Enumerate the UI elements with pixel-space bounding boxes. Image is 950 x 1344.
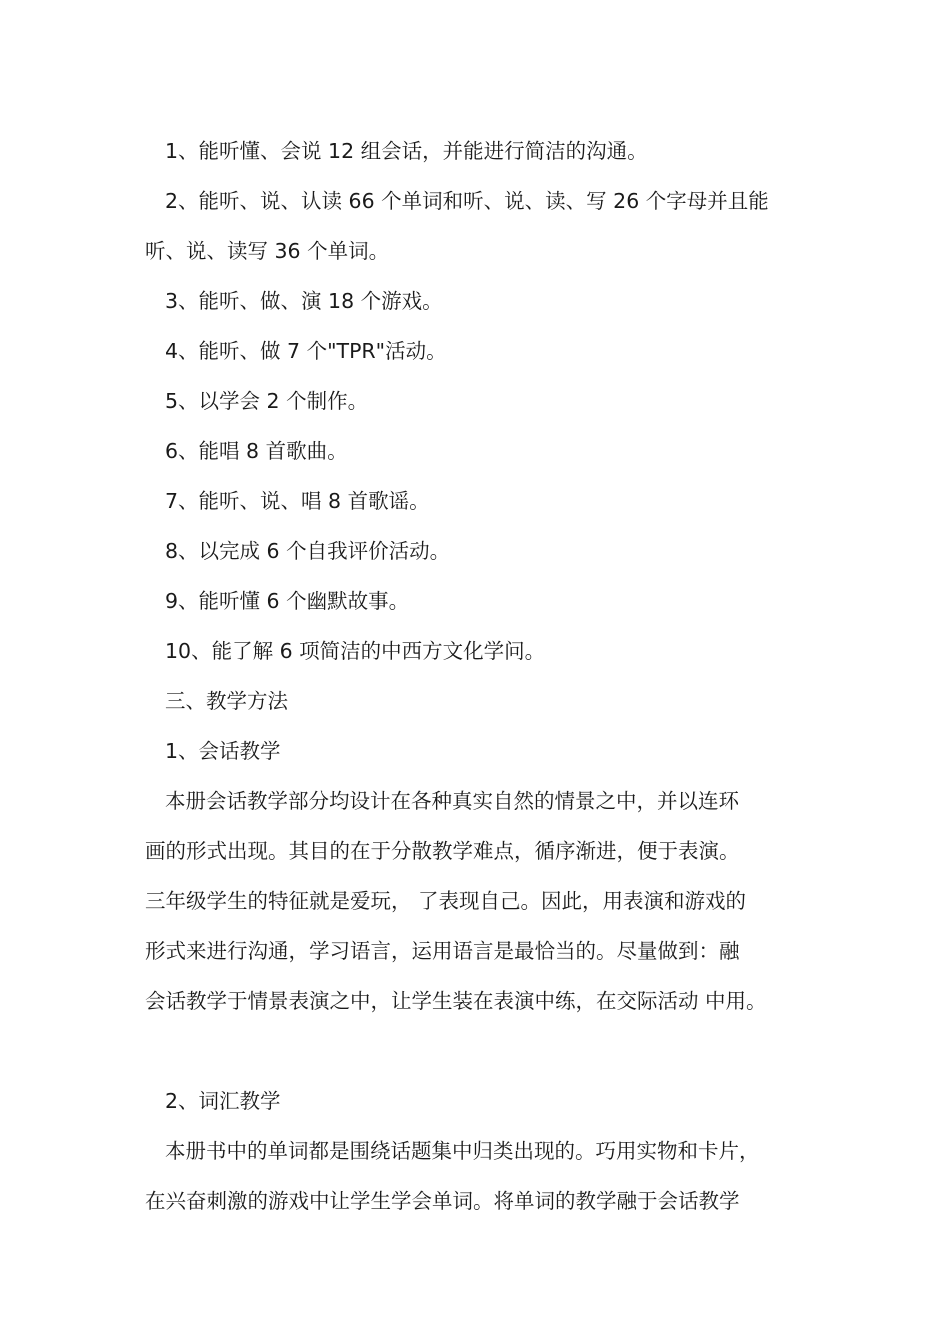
objective-2-line-1: 2、能听、说、认读 66 个单词和听、说、读、写 26 个字母并且能 bbox=[165, 189, 769, 213]
objective-8: 8、以完成 6 个自我评价活动。 bbox=[165, 539, 451, 563]
objective-6: 6、能唱 8 首歌曲。 bbox=[165, 439, 348, 463]
objective-9: 9、能听懂 6 个幽默故事。 bbox=[165, 589, 410, 613]
objective-3: 3、能听、做、演 18 个游戏。 bbox=[165, 289, 443, 313]
conversation-paragraph-line-2: 画的形式出现。其目的在于分散教学难点，循序渐进，便于表演。 bbox=[145, 839, 740, 863]
subheading-conversation-teaching: 1、会话教学 bbox=[165, 739, 281, 763]
document-body bbox=[145, 126, 815, 1226]
objective-1: 1、能听懂、会说 12 组会话，并能进行简洁的沟通。 bbox=[165, 139, 648, 163]
section-heading-teaching-methods: 三、教学方法 bbox=[165, 689, 288, 713]
objective-2-line-2: 听、说、读写 36 个单词。 bbox=[145, 239, 390, 263]
conversation-paragraph-line-4: 形式来进行沟通，学习语言，运用语言是最恰当的。尽量做到：融 bbox=[145, 939, 740, 963]
objective-5: 5、以学会 2 个制作。 bbox=[165, 389, 369, 413]
subheading-vocabulary-teaching: 2、词汇教学 bbox=[165, 1089, 281, 1113]
conversation-paragraph-line-3: 三年级学生的特征就是爱玩， 了表现自己。因此，用表演和游戏的 bbox=[145, 889, 747, 913]
vocabulary-paragraph-line-1: 本册书中的单词都是围绕话题集中归类出现的。巧用实物和卡片， bbox=[165, 1139, 760, 1163]
paragraph-gap bbox=[145, 1026, 815, 1076]
vocabulary-paragraph-line-2: 在兴奋刺激的游戏中让学生学会单词。将单词的教学融于会话教学 bbox=[145, 1189, 740, 1213]
conversation-paragraph-line-5: 会话教学于情景表演之中，让学生装在表演中练，在交际活动 中用。 bbox=[145, 989, 767, 1013]
objective-4: 4、能听、做 7 个"TPR"活动。 bbox=[165, 339, 447, 363]
objective-7: 7、能听、说、唱 8 首歌谣。 bbox=[165, 489, 430, 513]
conversation-paragraph-line-1: 本册会话教学部分均设计在各种真实自然的情景之中，并以连环 bbox=[165, 789, 739, 813]
objective-10: 10、能了解 6 项简洁的中西方文化学问。 bbox=[165, 639, 546, 663]
